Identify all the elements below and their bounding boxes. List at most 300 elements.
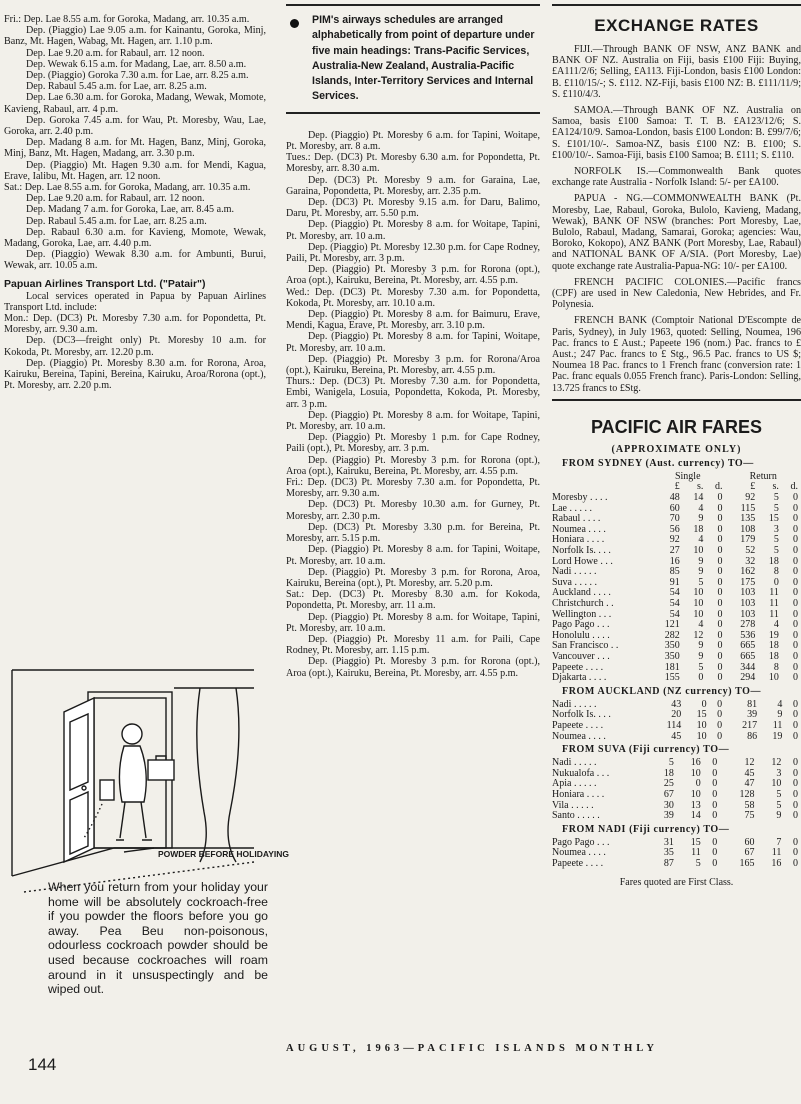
fare-cell: 0 <box>793 847 798 859</box>
fare-cell: 4 <box>698 502 704 514</box>
fare-cell: 0 <box>717 640 723 652</box>
fare-cell: 0 <box>712 810 718 822</box>
fare-cell: 4 <box>777 698 783 710</box>
fare-cell: 12 <box>693 629 704 641</box>
schedule-entry: Dep. (Piaggio) Pt. Moresby 6 a.m. for Tapini, Woitape, Pt. Moresby, arr. 8 a.m. <box>286 129 540 152</box>
fare-cell: 45 <box>671 730 682 742</box>
schedule-entry: Dep. (Piaggio) Pt. Moresby 3 p.m. for Rorona (opt.), Aroa (opt.), Kairuku, Bereina, Pt. Moresby, arr. 4.55 p.m. <box>286 656 540 679</box>
fare-cell: 0 <box>717 661 723 673</box>
fare-cell: 217 <box>742 719 758 731</box>
fare-cell: 10 <box>771 778 782 790</box>
fare-cell: 0 <box>717 672 723 684</box>
fare-cell: 60 <box>669 502 680 514</box>
destination-cell: Nukualofa . . . <box>552 767 610 779</box>
destination-cell: San Francisco . . <box>552 640 619 652</box>
column-right <box>552 4 801 888</box>
schedule-entry: Thurs.: Dep. (DC3) Pt. Moresby 7.30 a.m. for Popondetta, Embi, Wanigela, Losuia, Popondetta, Kokoda, Pt. Moresby, arr. 3 p.m. <box>286 376 540 410</box>
fare-cell: 344 <box>740 661 756 673</box>
fare-cell: 19 <box>768 629 779 641</box>
fare-cell: 5 <box>695 857 701 869</box>
fare-cell: 0 <box>793 587 798 599</box>
destination-cell: Noumea . . . . <box>552 523 606 535</box>
fare-cell: 0 <box>793 566 798 578</box>
fare-cell: 0 <box>793 608 798 620</box>
schedule-entry: Dep. (Piaggio) Pt. Moresby 8 a.m. for Tapini, Woitape, Pt. Moresby, arr. 10 a.m. <box>286 331 540 354</box>
fare-cell: 0 <box>793 492 798 504</box>
fare-cell: 103 <box>740 608 756 620</box>
fare-cell: 5 <box>773 502 779 514</box>
fare-cell: 10 <box>696 719 707 731</box>
fare-cell: 0 <box>793 757 798 769</box>
fare-cell: 14 <box>690 810 701 822</box>
fare-cell: 103 <box>740 598 756 610</box>
fare-cell: 30 <box>663 799 674 811</box>
destination-cell: Rabaul . . . . <box>552 513 601 525</box>
fare-cell: 0 <box>793 502 798 514</box>
fares-tables <box>552 458 801 870</box>
fares-table <box>552 472 801 684</box>
destination-cell: Apia . . . . . <box>552 778 597 790</box>
fare-cell: 75 <box>744 810 755 822</box>
fare-cell: 18 <box>768 555 779 567</box>
fare-cell: 67 <box>744 847 755 859</box>
fare-cell: 5 <box>776 799 782 811</box>
schedule-entry: Dep. (Piaggio) Mt. Hagen 9.30 a.m. for Mendi, Kagua, Erave, Ialibu, Mt. Hagen, arr. 12 noon. <box>4 159 266 182</box>
schedule-entry: Dep. Rabaul 5.45 a.m. for Lae, arr. 8.25 a.m. <box>26 81 207 93</box>
schedule-entry: Mon.: Dep. (DC3) Pt. Moresby 7.30 a.m. for Popondetta, Pt. Moresby, arr. 9.30 a.m. <box>4 313 266 336</box>
fares-subtitle: (APPROXIMATE ONLY) <box>611 443 742 455</box>
fare-cell: 103 <box>740 587 756 599</box>
fare-cell: 13 <box>690 799 701 811</box>
fare-cell: 0 <box>793 513 798 525</box>
fare-cell: 0 <box>717 719 723 731</box>
fare-cell: 9 <box>698 640 704 652</box>
fare-cell: 18 <box>693 523 704 535</box>
fare-cell: 54 <box>669 608 680 620</box>
fare-cell: 11 <box>769 587 779 599</box>
schedule-entry: Dep. (Piaggio) Pt. Moresby 3 p.m. for Rorona (opt.), Aroa (opt.), Kairuku, Bereina, Pt. Moresby, arr. 4.55 p.m. <box>286 454 540 477</box>
schedule-entry: Dep. (Piaggio) Goroka 7.30 a.m. for Lae, arr. 8.25 a.m. <box>26 70 249 82</box>
destination-cell: Suva . . . . . <box>552 576 597 588</box>
unit-label: s. <box>696 481 704 493</box>
destination-cell: Honiara . . . . <box>552 534 605 546</box>
schedule-entry: Fri.: Dep. (DC3) Pt. Moresby 7.30 a.m. for Popondetta, Pt. Moresby, arr. 9.30 a.m. <box>286 477 540 500</box>
destination-cell: Nadi . . . . . <box>552 757 597 769</box>
destination-cell: Pago Pago . . . <box>552 836 610 848</box>
fare-cell: 12 <box>771 757 782 769</box>
schedule-entry: Wed.: Dep. (DC3) Pt. Moresby 7.30 a.m. for Popondetta, Kokoda, Pt. Moresby, arr. 10.10 a.m. <box>286 286 540 309</box>
unit-label: d. <box>714 481 723 493</box>
fare-cell: 181 <box>664 661 680 673</box>
schedule-entry: Dep. Madang 7 a.m. for Goroka, Lae, arr. 8.45 a.m. <box>26 204 234 216</box>
fare-cell: 47 <box>744 778 755 790</box>
fare-cell: 665 <box>740 640 756 652</box>
fare-cell: 165 <box>739 857 755 869</box>
fare-cell: 162 <box>740 566 756 578</box>
schedule-entry: Dep. (Piaggio) Wewak 8.30 a.m. for Ambunti, Burui, Wewak, arr. 10.05 a.m. <box>4 249 266 272</box>
fare-cell: 155 <box>664 672 680 684</box>
fare-cell: 87 <box>663 857 674 869</box>
fare-cell: 9 <box>698 566 704 578</box>
fare-cell: 0 <box>793 836 798 848</box>
fare-cell: 70 <box>669 513 680 525</box>
fare-cell: 350 <box>664 650 680 662</box>
fare-cell: 665 <box>740 650 756 662</box>
fare-cell: 10 <box>768 672 779 684</box>
fare-cell: 0 <box>717 730 723 742</box>
unit-label: £ <box>674 481 680 493</box>
fare-cell: 0 <box>712 836 718 848</box>
schedule-entry: Dep. Madang 8 a.m. for Mt. Hagen, Banz, Minj, Goroka, Minj, Banz, Mt. Hagen, Madang, arr. 3.30 p.m. <box>4 137 266 160</box>
fare-cell: 0 <box>793 857 798 869</box>
fare-cell: 4 <box>698 619 704 631</box>
fare-cell: 115 <box>740 502 756 514</box>
fare-cell: 39 <box>747 709 758 721</box>
schedule-entry: Local services operated in Papua by Papuan Airlines Transport Ltd. include: <box>4 290 266 313</box>
exchange-rates-list <box>552 44 801 394</box>
fare-cell: 0 <box>717 629 723 641</box>
fare-cell: 25 <box>663 778 674 790</box>
fare-cell: 0 <box>712 799 718 811</box>
fare-cell: 10 <box>693 587 704 599</box>
fare-cell: 11 <box>769 598 779 610</box>
ad-caption: POWDER BEFORE HOLIDAYING <box>158 849 289 859</box>
fare-cell: 58 <box>744 799 755 811</box>
exchange-rate-entry: FIJI.—Through BANK OF NSW, ANZ BANK and BANK OF NZ. Australia on Fiji, basis £100 Fiji: Buying, £A111/2/6; Selling, £A113. Fiji-London, basis £100 London: B. £110/15/-; S. £112. NZ-Fiji, basis £100 NZ: B. £111/11/9; S. £110/4/3. <box>552 44 801 100</box>
fare-cell: 0 <box>712 767 718 779</box>
destination-cell: Vancouver . . . <box>552 650 610 662</box>
fare-cell: 10 <box>690 767 701 779</box>
schedule-notice-text: PIM's airways schedules are arranged alphabetically from point of departure under five main headings: Trans-Pacific Services, Australia-New Zealand, Australia-Pacific Islands, Inter-Territory Services and Internal Services. <box>312 14 535 103</box>
fare-cell: 121 <box>664 619 680 631</box>
fare-cell: 0 <box>717 598 723 610</box>
fare-cell: 10 <box>693 598 704 610</box>
destination-cell: Santo . . . . . <box>552 810 600 822</box>
fare-cell: 135 <box>740 513 756 525</box>
fare-cell: 15 <box>696 709 707 721</box>
schedule-entry: Dep. (Piaggio) Pt. Moresby 8 a.m. for Woitape, Tapini, Pt. Moresby, arr. 10 a.m. <box>286 219 540 242</box>
fare-cell: 0 <box>712 788 718 800</box>
fare-cell: 0 <box>717 576 723 588</box>
destination-cell: Vila . . . . . <box>552 799 594 811</box>
fare-cell: 0 <box>717 698 723 710</box>
fare-cell: 15 <box>768 513 779 525</box>
fare-cell: 18 <box>768 650 779 662</box>
fare-cell: 0 <box>717 566 723 578</box>
fare-cell: 0 <box>717 555 723 567</box>
fares-group-heading: FROM SUVA (Fiji currency) TO— <box>562 744 730 756</box>
fares-table <box>552 838 801 870</box>
fare-cell: 0 <box>717 709 723 721</box>
fare-cell: 43 <box>671 698 682 710</box>
destination-cell: Norfolk Is. . . . <box>552 545 611 557</box>
fare-cell: 45 <box>744 767 755 779</box>
fare-cell: 39 <box>663 810 674 822</box>
fare-cell: 0 <box>793 598 798 610</box>
fare-cell: 0 <box>793 698 798 710</box>
schedule-entry: Dep. (Piaggio) Pt. Moresby 3 p.m. for Rorona, Aroa, Kairuku, Bereina (opt.), Pt. Moresby, arr. 5.20 p.m. <box>286 566 540 589</box>
fares-group-heading: FROM AUCKLAND (NZ currency) TO— <box>562 685 762 697</box>
destination-cell: Honiara . . . . <box>552 788 605 800</box>
fare-cell: 81 <box>747 698 758 710</box>
schedule-entry: Dep. Lae 9.20 a.m. for Rabaul, arr. 12 noon. <box>26 47 205 59</box>
fare-cell: 0 <box>793 576 798 588</box>
schedule-list-internal <box>4 14 266 272</box>
fare-cell: 4 <box>773 619 779 631</box>
table-row <box>552 652 801 663</box>
schedule-entry: Dep. (DC3) Pt. Moresby 9 a.m. for Garaina, Lae, Garaina, Popondetta, Pt. Moresby, arr. 2.35 p.m. <box>286 174 540 197</box>
fare-cell: 0 <box>717 502 723 514</box>
destination-cell: Papeete . . . . <box>552 857 604 869</box>
fare-cell: 0 <box>793 650 798 662</box>
fare-cell: 0 <box>717 608 723 620</box>
fare-cell: 35 <box>663 847 674 859</box>
fare-cell: 0 <box>793 719 798 731</box>
fare-cell: 0 <box>793 799 798 811</box>
fare-cell: 0 <box>712 857 718 869</box>
column-left <box>4 14 266 392</box>
fare-cell: 14 <box>693 492 704 504</box>
fare-cell: 0 <box>793 788 798 800</box>
fare-cell: 108 <box>740 523 756 535</box>
fare-cell: 11 <box>772 719 783 731</box>
fare-cell: 85 <box>669 566 680 578</box>
destination-cell: Wellington . . . <box>552 608 612 620</box>
fare-cell: 0 <box>793 523 798 535</box>
fare-cell: 0 <box>793 629 798 641</box>
schedule-entry: Dep. (Piaggio) Pt. Moresby 8 a.m. for Baimuru, Erave, Mendi, Kagua, Erave, Pt. Moresby, arr. 3.10 p.m. <box>286 309 540 332</box>
fares-group-heading: FROM NADI (Fiji currency) TO— <box>562 823 730 835</box>
fare-cell: 0 <box>793 767 798 779</box>
fare-cell: 10 <box>693 608 704 620</box>
schedule-list-patair <box>4 291 266 392</box>
schedule-entry: Dep. Lae 6.30 a.m. for Goroka, Madang, Wewak, Momote, Kavieng, Rabaul, arr. 4 p.m. <box>4 92 266 115</box>
fare-cell: 11 <box>769 608 779 620</box>
exchange-rate-entry: NORFOLK IS.—Commonwealth Bank quotes exchange rate Australia - Norfolk Island: 5/- per £A100. <box>552 166 801 189</box>
fare-cell: 128 <box>739 788 755 800</box>
single-column-header: Single <box>674 470 701 482</box>
schedule-entry: Dep. (Piaggio) Pt. Moresby 8 a.m. for Woitape, Tapini, Pt. Moresby, arr. 10 a.m. <box>286 611 540 634</box>
schedule-notice-box <box>286 4 540 114</box>
section-heading-patair: Papuan Airlines Transport Ltd. ("Patair") <box>4 277 206 290</box>
fare-cell: 0 <box>717 513 723 525</box>
fare-cell: 56 <box>669 523 680 535</box>
destination-cell: Honolulu . . . . <box>552 629 610 641</box>
table-row <box>552 859 801 870</box>
fare-cell: 536 <box>740 629 756 641</box>
schedule-entry: Sat.: Dep. (DC3) Pt. Moresby 8.30 a.m. for Kokoda, Popondetta, Pt. Moresby, arr. 11 a.m. <box>286 589 540 612</box>
fare-cell: 5 <box>773 492 779 504</box>
fare-cell: 0 <box>717 587 723 599</box>
destination-cell: Djakarta . . . . <box>552 672 607 684</box>
fare-cell: 16 <box>669 555 680 567</box>
destination-cell: Lae . . . . . <box>552 502 592 514</box>
unit-label: d. <box>790 481 798 493</box>
fare-cell: 0 <box>717 619 723 631</box>
schedule-entry: Dep. Lae 9.20 a.m. for Rabaul, arr. 12 noon. <box>26 193 205 205</box>
fare-cell: 0 <box>701 698 707 710</box>
fares-note: Fares quoted are First Class. <box>619 877 734 889</box>
fare-cell: 19 <box>772 730 783 742</box>
fare-cell: 20 <box>671 709 682 721</box>
fare-cell: 9 <box>698 650 704 662</box>
unit-label: s. <box>772 481 779 493</box>
fare-cell: 8 <box>773 566 779 578</box>
schedule-entry: Fri.: Dep. Lae 8.55 a.m. for Goroka, Madang, arr. 10.35 a.m. <box>4 14 250 25</box>
fare-cell: 5 <box>698 576 704 588</box>
fare-cell: 67 <box>663 788 674 800</box>
fare-cell: 0 <box>793 619 798 631</box>
fares-title: PACIFIC AIR FARES <box>552 399 801 438</box>
fare-cell: 0 <box>717 534 723 546</box>
fare-cell: 32 <box>745 555 756 567</box>
fare-cell: 9 <box>777 709 783 721</box>
return-column-header: Return <box>749 470 777 482</box>
running-footer: AUGUST, 1963—PACIFIC ISLANDS MONTHLY <box>286 1043 658 1054</box>
schedule-entry: Dep. (Piaggio) Pt. Moresby 8.30 a.m. for Rorona, Aroa, Kairuku, Bereina, Tapini, Bereina, Kairuku, Aroa/Rorona (opt.), Pt. Moresby, arr. 2.20 p.m. <box>4 357 266 392</box>
exchange-rate-entry: FRENCH BANK (Comptoir National D'Escompte de Paris, Sydney), in July 1963, quoted: Selling, Noumea, 196 Pac. francs to £ Aust.; Papeete 196 (nom.) Pac. francs to £ Aust.; 247 Pac. francs to £ Stg., 96.5 Pac. francs to US $; Noumea 18 Pac. francs to 1 French franc (conversion rate: 1 Pac. franc equals 0.055 French franc). Paris-London: Selling, 13.725 francs to £Stg. <box>552 315 801 394</box>
schedule-entry: Dep. (Piaggio) Pt. Moresby 11 a.m. for Paili, Cape Rodney, Pt. Moresby, arr. 1.15 p.m. <box>286 633 540 657</box>
fare-cell: 294 <box>740 672 756 684</box>
fare-cell: 282 <box>664 629 680 641</box>
bullet-icon <box>290 19 299 28</box>
schedule-entry: Tues.: Dep. (DC3) Pt. Moresby 6.30 a.m. for Popondetta, Pt. Moresby, arr. 8.30 a.m. <box>286 152 540 175</box>
schedule-entry: Sat.: Dep. Lae 8.55 a.m. for Goroka, Madang, arr. 10.35 a.m. <box>4 182 251 194</box>
schedule-entry: Dep. (Piaggio) Pt. Moresby 3 p.m. for Rorona (opt.), Aroa (opt.), Kairuku, Bereina, Pt. Moresby, arr. 4.55 p.m. <box>286 264 540 287</box>
fare-cell: 0 <box>793 810 798 822</box>
schedule-entry: Dep. (DC3) Pt. Moresby 3.30 p.m. for Bereina, Pt. Moresby, arr. 5.15 p.m. <box>286 521 540 545</box>
fare-cell: 9 <box>776 810 782 822</box>
fare-cell: 0 <box>793 778 798 790</box>
destination-cell: Norfolk Is. . . . <box>552 709 611 721</box>
schedule-entry: Dep. Rabaul 5.45 a.m. for Lae, arr. 8.25 a.m. <box>26 215 207 227</box>
fare-cell: 0 <box>712 757 718 769</box>
fare-cell: 0 <box>698 672 704 684</box>
fares-table <box>552 700 801 742</box>
fare-cell: 18 <box>768 640 779 652</box>
fare-cell: 0 <box>717 545 723 557</box>
fare-cell: 10 <box>693 545 704 557</box>
fare-cell: 91 <box>669 576 680 588</box>
fare-cell: 5 <box>773 534 779 546</box>
exchange-rate-entry: SAMOA.—Through BANK OF NZ. Australia on Samoa, basis £100 Samoa: T. T. B. £A123/12/6; S. £A124/10/9. Samoa-London, basis £100 London: B. £99/7/6; S. £101/10/-. Samoa-NZ, basis £100 NZ: B. £100; S. £100/10/-. Samoa-Fiji, basis £100 Samoa; B. £111; S. £110. <box>552 105 801 161</box>
destination-cell: Noumea . . . . <box>552 847 606 859</box>
fare-cell: 15 <box>690 836 701 848</box>
fare-cell: 0 <box>793 545 798 557</box>
fare-cell: 114 <box>666 719 682 731</box>
schedule-entry: Dep. (Piaggio) Pt. Moresby 1 p.m. for Cape Rodney, Paili (opt.), Pt. Moresby, arr. 3 p.m. <box>286 432 540 455</box>
destination-cell: Lord Howe . . . <box>552 555 613 567</box>
fare-cell: 31 <box>663 836 674 848</box>
ad-body-text: When you return from your holiday your home will be absolutely cockroach-free if you powder the floors before you go away. Pea Beu non-poisonous, odourless cockroach powder should be used because cockroaches will roam around in it unsuspectingly and be wiped out. <box>48 880 268 997</box>
fare-cell: 9 <box>698 555 704 567</box>
fares-table <box>552 758 801 822</box>
destination-cell: Auckland . . . . <box>552 587 611 599</box>
fare-cell: 86 <box>747 730 758 742</box>
fare-cell: 48 <box>669 492 680 504</box>
table-row <box>552 811 801 822</box>
exchange-rate-entry: PAPUA - NG.—COMMONWEALTH BANK (Pt. Moresby, Lae, Rabaul, Goroka, Bulolo, Kavieng, Madang, Wewak), BANK OF NSW (branches: Port Moresby, Lae, Bulolo, Rabaul, Madang, Samarai, Goroka; agencies: Wau, Boroko, Kokopo), ANZ BANK (Port Moresby, Lae, Rabaul) and NATIONAL BANK OF A/SIA. (Port Moresby, Lae) quote exchange rate Australia-Papua-NG: 10/- per £A100. <box>552 193 801 272</box>
destination-cell: Nadi . . . . . <box>552 566 597 578</box>
fares-group-heading: FROM SYDNEY (Aust. currency) TO— <box>562 457 754 469</box>
fare-cell: 0 <box>793 555 798 567</box>
fare-cell: 10 <box>696 730 707 742</box>
fare-cell: 7 <box>776 836 782 848</box>
schedule-entry: Dep. Goroka 7.45 a.m. for Wau, Pt. Moresby, Wau, Lae, Goroka, arr. 2.40 p.m. <box>4 114 266 138</box>
fare-cell: 0 <box>793 661 798 673</box>
column-middle <box>286 4 540 679</box>
schedule-entry: Dep. (Piaggio) Pt. Moresby 12.30 p.m. for Cape Rodney, Paili, Pt. Moresby, arr. 3 p.m. <box>286 241 540 265</box>
fare-cell: 0 <box>773 576 779 588</box>
exchange-rate-entry: FRENCH PACIFIC COLONIES.—Pacific francs (CPF) are used in New Caledonia, New Hebrides, and Fr. Polynesia. <box>552 276 801 311</box>
schedule-entry: Dep. (DC3) Pt. Moresby 10.30 a.m. for Gurney, Pt. Moresby, arr. 2.30 p.m. <box>286 499 540 522</box>
fare-cell: 5 <box>773 545 779 557</box>
destination-cell: Noumea . . . . <box>552 730 606 742</box>
destination-cell: Moresby . . . . <box>552 492 608 504</box>
fare-cell: 0 <box>712 847 718 859</box>
schedule-entry: Dep. (DC3) Pt. Moresby 9.15 a.m. for Daru, Balimo, Daru, Pt. Moresby, arr. 5.50 p.m. <box>286 197 540 220</box>
destination-cell: Pago Pago . . . <box>552 619 610 631</box>
fare-cell: 60 <box>744 836 755 848</box>
destination-cell: Nadi . . . . . <box>552 698 597 710</box>
fare-cell: 92 <box>745 492 756 504</box>
destination-cell: Papeete . . . . <box>552 719 604 731</box>
fare-cell: 54 <box>669 598 680 610</box>
fare-cell: 0 <box>717 650 723 662</box>
table-row <box>552 732 801 743</box>
schedule-entry: Dep. (Piaggio) Pt. Moresby 8 a.m. for Woitape, Tapini, Pt. Moresby, arr. 10 a.m. <box>286 409 540 433</box>
fare-cell: 5 <box>668 757 674 769</box>
table-row <box>552 673 801 684</box>
fare-cell: 3 <box>776 767 782 779</box>
fare-cell: 52 <box>745 545 756 557</box>
schedule-entry: Dep. Rabaul 6.30 a.m. for Kavieng, Momote, Wewak, Madang, Goroka, Lae, arr. 4.40 p.m. <box>4 226 266 250</box>
fare-cell: 27 <box>669 545 680 557</box>
schedule-entry: Dep. (DC3—freight only) Pt. Moresby 10 a.m. for Kokoda, Pt. Moresby, arr. 12.20 p.m. <box>4 335 266 358</box>
schedule-entry: Dep. (Piaggio) Pt. Moresby 3 p.m. for Rorona/Aroa (opt.), Kairuku, Bereina, Pt. Moresby, arr. 4.55 p.m. <box>286 353 540 377</box>
fare-cell: 16 <box>690 757 701 769</box>
fare-cell: 8 <box>773 661 779 673</box>
fare-cell: 0 <box>793 709 798 721</box>
fare-cell: 0 <box>717 492 723 504</box>
fare-cell: 179 <box>740 534 756 546</box>
schedule-entry: Dep. (Piaggio) Pt. Moresby 8 a.m. for Tapini, Woitape, Pt. Moresby, arr. 10 a.m. <box>286 544 540 567</box>
fare-cell: 0 <box>793 730 798 742</box>
unit-label: £ <box>750 481 756 493</box>
fare-cell: 350 <box>664 640 680 652</box>
page-number: 144 <box>28 1055 57 1074</box>
schedule-entry: Dep. (Piaggio) Lae 9.05 a.m. for Kainantu, Goroka, Minj, Banz, Mt. Hagen, Wabag, Mt. Hagen, arr. 1.10 p.m. <box>4 25 266 48</box>
fare-cell: 92 <box>669 534 680 546</box>
fare-cell: 0 <box>695 778 701 790</box>
fare-cell: 0 <box>793 672 798 684</box>
destination-cell: Papeete . . . . <box>552 661 604 673</box>
table-row <box>552 790 801 801</box>
destination-cell: Christchurch . . <box>552 598 614 610</box>
fare-cell: 175 <box>740 576 756 588</box>
fare-cell: 11 <box>691 847 701 859</box>
fare-cell: 11 <box>771 847 782 859</box>
fare-cell: 0 <box>717 523 723 535</box>
fare-cell: 0 <box>793 640 798 652</box>
schedule-list-patair-cont <box>286 130 540 679</box>
fare-cell: 5 <box>698 661 704 673</box>
fare-cell: 0 <box>793 534 798 546</box>
table-row <box>552 721 801 732</box>
fare-cell: 16 <box>771 857 782 869</box>
schedule-entry: Dep. Wewak 6.15 a.m. for Madang, Lae, arr. 8.50 a.m. <box>26 58 247 70</box>
fare-cell: 3 <box>773 523 779 535</box>
